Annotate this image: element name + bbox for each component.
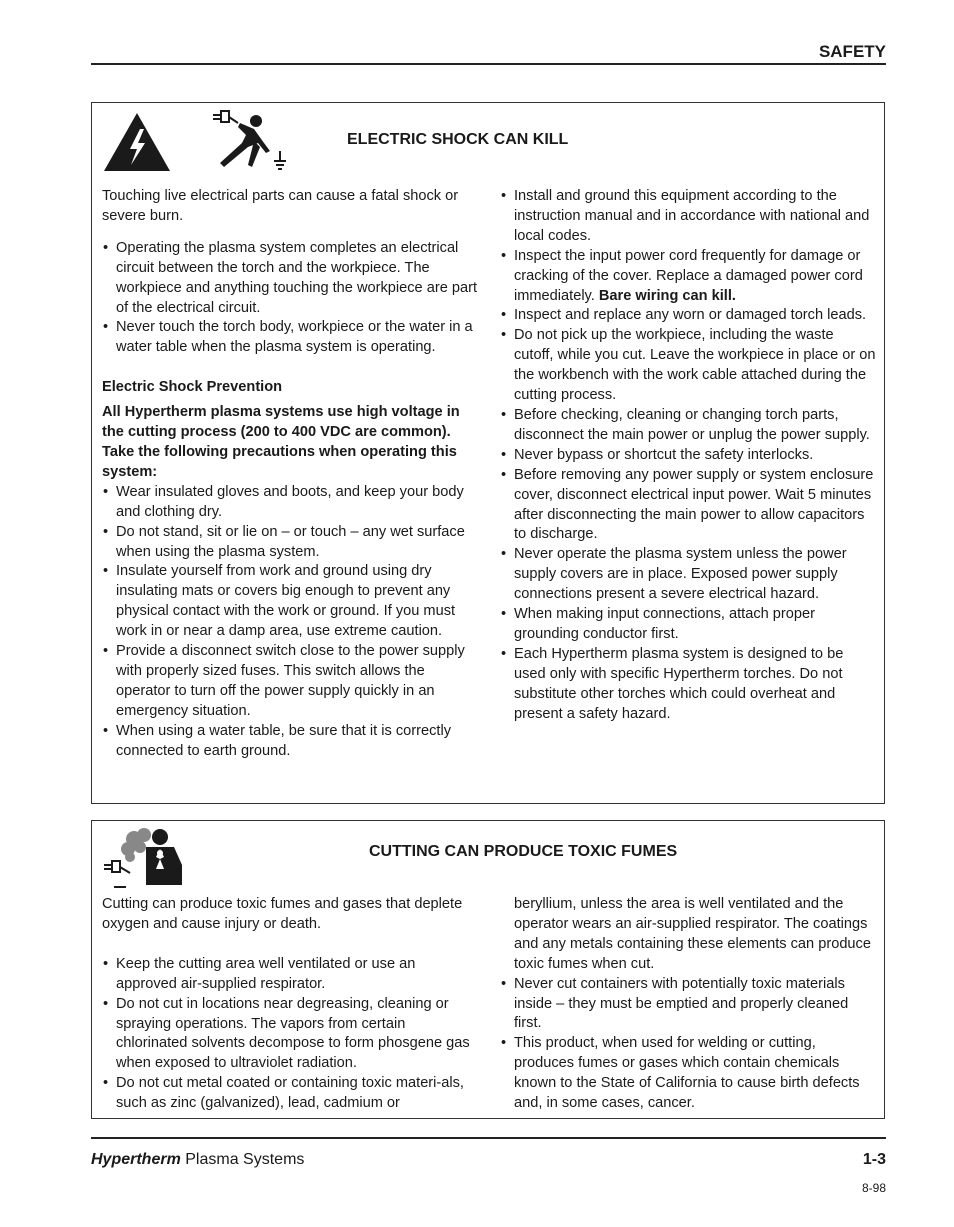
prevention-intro: All Hypertherm plasma systems use high voltage in the cutting process (200 to 400 VDC are common). Take the following precautions when operating this system: (102, 404, 460, 480)
footer-brand (91, 1151, 304, 1169)
revision-date: 8-98 (861, 1181, 886, 1195)
bare-wiring-warning: Bare wiring can kill. (598, 287, 736, 304)
list-item: • Do not stand, sit or lie on – or touch – any wet surface when using the plasma system. (102, 523, 478, 563)
list-item: • When using a water table, be sure that it is correctly connected to earth ground. (102, 722, 478, 762)
list-item: • Keep the cutting area well ventilated or use an approved air-supplied respirator. (102, 955, 478, 995)
list-item: • Never touch the torch body, workpiece or the water in a water table when the plasma system is operating. (102, 318, 478, 358)
list-item: • Do not pick up the workpiece, including the waste cutoff, while you cut. Leave the workpiece in place or on the workbench with the work cable attached during the cutting process. (500, 326, 876, 406)
toxic-fumes-precautions-list (102, 955, 478, 1114)
page-section-title: SAFETY (818, 42, 886, 61)
footer-rule (91, 1137, 886, 1139)
list-item: • Before checking, cleaning or changing torch parts, disconnect the main power or unplug the power supply. (500, 406, 876, 446)
electric-shock-section (91, 102, 885, 804)
footer-product-name: Plasma Systems (180, 1151, 305, 1168)
list-item: • Operating the plasma system completes an electrical circuit between the torch and the workpiece. The workpiece and anything touching the workpiece are part of the electrical circuit. (102, 239, 478, 319)
prevention-list (102, 483, 478, 762)
electric-shock-hazard-list (102, 239, 478, 358)
electric-shock-left-column (102, 187, 478, 761)
list-item: • This product, when used for welding or cutting, produces fumes or gases which contain chemicals known to the State of California to cause birth defects and, in some cases, cancer. (500, 1034, 876, 1114)
list-item-text: Inspect the input power cord frequently for damage or cracking of the cover. Replace a damaged power cord immediately. (514, 247, 863, 304)
toxic-fumes-left-column (102, 895, 478, 1114)
prevention-heading: Electric Shock Prevention (102, 379, 283, 396)
high-voltage-warning-icon (102, 111, 172, 173)
header-rule (91, 63, 886, 65)
list-item: • Install and ground this equipment according to the instruction manual and in accordance with national and local codes. (500, 187, 876, 247)
list-item: • Insulate yourself from work and ground using dry insulating mats or covers big enough to prevent any physical contact with the work or ground. If you must work in or near a damp area, use extreme caution. (102, 562, 478, 642)
list-item: • Wear insulated gloves and boots, and keep your body and clothing dry. (102, 483, 478, 523)
toxic-fumes-hazard-icon (100, 825, 186, 891)
list-item: • Do not cut metal coated or containing toxic materi-als, such as zinc (galvanized), lead, cadmium or (102, 1074, 478, 1114)
list-item: • Never cut containers with potentially toxic materials inside – they must be emptied and properly cleaned first. (500, 975, 876, 1035)
electric-shock-intro: Touching live electrical parts can cause a fatal shock or severe burn. (102, 188, 459, 224)
list-item: • Never bypass or shortcut the safety interlocks. (500, 446, 876, 466)
toxic-fumes-right-column (500, 895, 876, 1114)
electric-shock-precautions-list (500, 187, 876, 724)
electric-shock-right-column (500, 187, 876, 724)
toxic-fumes-precautions-list-continued (500, 975, 876, 1114)
list-item: • Never operate the plasma system unless the power supply covers are in place. Exposed power supply connections present a severe electrical hazard. (500, 545, 876, 605)
list-item: • Inspect and replace any worn or damaged torch leads. (500, 306, 876, 326)
list-item: • Do not cut in locations near degreasing, cleaning or spraying operations. The vapors from certain chlorinated solvents decompose to form phosgene gas when exposed to ultraviolet radiation. (102, 995, 478, 1075)
hypertherm-logo: Hypertherm (91, 1151, 181, 1168)
electrocution-hazard-icon (210, 107, 290, 173)
list-item: • Before removing any power supply or system enclosure cover, disconnect electrical input power. Wait 5 minutes after disconnecting the main power to allow capacitors to discharge. (500, 466, 876, 546)
toxic-fumes-intro: Cutting can produce toxic fumes and gases that deplete oxygen and cause injury or death. (102, 896, 463, 932)
page-number: 1-3 (862, 1151, 886, 1168)
list-item: • Provide a disconnect switch close to the power supply with properly sized fuses. This switch allows the operator to turn off the power supply quickly in an emergency situation. (102, 642, 478, 722)
list-item (500, 247, 876, 307)
electric-shock-title: ELECTRIC SHOCK CAN KILL (347, 131, 569, 148)
list-item: • When making input connections, attach proper grounding conductor first. (500, 605, 876, 645)
continued-text: beryllium, unless the area is well ventilated and the operator wears an air-supplied respirator. The coatings and any metals containing these elements can produce toxic fumes when cut. (514, 896, 871, 972)
toxic-fumes-section (91, 820, 885, 1119)
list-item: • Each Hypertherm plasma system is designed to be used only with specific Hypertherm torches. Do not substitute other torches which could overheat and present a safety hazard. (500, 645, 876, 725)
toxic-fumes-title: CUTTING CAN PRODUCE TOXIC FUMES (369, 843, 678, 860)
